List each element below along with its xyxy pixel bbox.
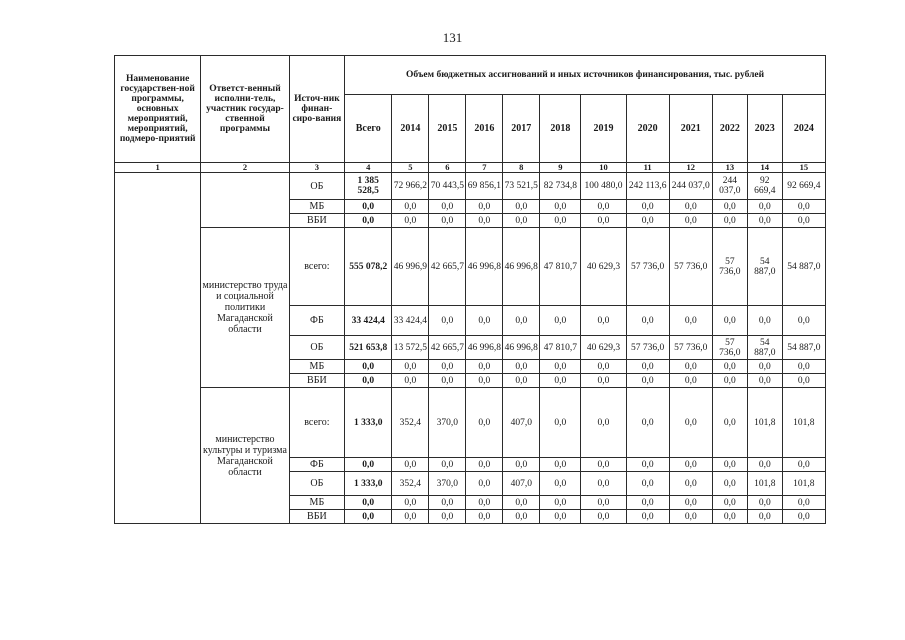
- value-cell: 57 736,0: [626, 228, 669, 306]
- column-number: 2: [201, 163, 289, 173]
- value-cell: 0,0: [581, 200, 626, 214]
- value-cell: 0,0: [540, 472, 581, 496]
- source-cell: ВБИ: [289, 374, 344, 388]
- value-cell: 0,0: [429, 360, 466, 374]
- total-cell: 33 424,4: [345, 306, 392, 336]
- value-cell: 0,0: [669, 200, 712, 214]
- source-cell: МБ: [289, 200, 344, 214]
- value-cell: 0,0: [540, 214, 581, 228]
- value-cell: 0,0: [712, 510, 747, 524]
- value-cell: 0,0: [540, 496, 581, 510]
- value-cell: 57 736,0: [669, 336, 712, 360]
- value-cell: 54 887,0: [782, 336, 825, 360]
- source-cell: МБ: [289, 496, 344, 510]
- value-cell: 0,0: [747, 458, 782, 472]
- value-cell: 0,0: [669, 388, 712, 458]
- value-cell: 0,0: [540, 200, 581, 214]
- value-cell: 57 736,0: [669, 228, 712, 306]
- source-cell: ВБИ: [289, 214, 344, 228]
- value-cell: 0,0: [503, 214, 540, 228]
- value-cell: 0,0: [466, 360, 503, 374]
- value-cell: 0,0: [747, 200, 782, 214]
- header-program: Наименование государствен-ной программы, основных мероприятий, мероприятий, подмеро-приятий: [115, 56, 201, 163]
- source-cell: ФБ: [289, 458, 344, 472]
- value-cell: 0,0: [429, 214, 466, 228]
- value-cell: 46 996,8: [503, 228, 540, 306]
- value-cell: 0,0: [466, 374, 503, 388]
- column-number: 9: [540, 163, 581, 173]
- value-cell: 0,0: [747, 510, 782, 524]
- header-year: 2017: [503, 95, 540, 163]
- value-cell: 0,0: [669, 360, 712, 374]
- total-cell: 1 333,0: [345, 388, 392, 458]
- value-cell: 0,0: [626, 306, 669, 336]
- source-cell: всего:: [289, 228, 344, 306]
- value-cell: 0,0: [669, 510, 712, 524]
- value-cell: 0,0: [540, 360, 581, 374]
- column-number: 1: [115, 163, 201, 173]
- value-cell: 370,0: [429, 472, 466, 496]
- value-cell: 0,0: [782, 306, 825, 336]
- header-year: 2019: [581, 95, 626, 163]
- value-cell: 0,0: [782, 214, 825, 228]
- total-cell: 0,0: [345, 200, 392, 214]
- value-cell: 0,0: [712, 306, 747, 336]
- source-cell: МБ: [289, 360, 344, 374]
- value-cell: 0,0: [782, 510, 825, 524]
- header-funding: Объем бюджетных ассигнований и иных источников финансирования, тыс. рублей: [345, 56, 826, 95]
- value-cell: 0,0: [782, 360, 825, 374]
- value-cell: 0,0: [669, 306, 712, 336]
- value-cell: 0,0: [712, 388, 747, 458]
- value-cell: 0,0: [782, 458, 825, 472]
- value-cell: 242 113,6: [626, 173, 669, 200]
- table-row: [115, 388, 826, 458]
- value-cell: 0,0: [540, 306, 581, 336]
- value-cell: 101,8: [782, 388, 825, 458]
- header-year: 2022: [712, 95, 747, 163]
- header-source: Источ-ник финан-сиро-вания: [289, 56, 344, 163]
- value-cell: 0,0: [669, 472, 712, 496]
- source-cell: ОБ: [289, 173, 344, 200]
- total-cell: 0,0: [345, 214, 392, 228]
- column-number: 3: [289, 163, 344, 173]
- budget-table: [114, 55, 826, 524]
- header-year: 2024: [782, 95, 825, 163]
- value-cell: 0,0: [669, 458, 712, 472]
- value-cell: 0,0: [392, 510, 429, 524]
- executor-cell: министерство труда и социальной политики Магаданской области: [201, 228, 289, 388]
- value-cell: 407,0: [503, 388, 540, 458]
- column-number: 7: [466, 163, 503, 173]
- header-year: 2020: [626, 95, 669, 163]
- value-cell: 0,0: [669, 496, 712, 510]
- value-cell: 54 887,0: [747, 228, 782, 306]
- total-cell: 0,0: [345, 458, 392, 472]
- value-cell: 0,0: [503, 510, 540, 524]
- source-cell: ФБ: [289, 306, 344, 336]
- value-cell: 0,0: [782, 200, 825, 214]
- column-number: 15: [782, 163, 825, 173]
- value-cell: 352,4: [392, 388, 429, 458]
- value-cell: 73 521,5: [503, 173, 540, 200]
- value-cell: 0,0: [712, 458, 747, 472]
- value-cell: 0,0: [712, 200, 747, 214]
- value-cell: 70 443,5: [429, 173, 466, 200]
- value-cell: 0,0: [747, 306, 782, 336]
- value-cell: 0,0: [503, 458, 540, 472]
- total-cell: 521 653,8: [345, 336, 392, 360]
- value-cell: 0,0: [503, 496, 540, 510]
- value-cell: 244 037,0: [669, 173, 712, 200]
- value-cell: 101,8: [747, 388, 782, 458]
- value-cell: 0,0: [466, 510, 503, 524]
- value-cell: 0,0: [747, 214, 782, 228]
- header-year: 2023: [747, 95, 782, 163]
- value-cell: 54 887,0: [782, 228, 825, 306]
- total-cell: 0,0: [345, 360, 392, 374]
- table-row: [115, 228, 826, 306]
- total-cell: 1 385 528,5: [345, 173, 392, 200]
- column-number: 14: [747, 163, 782, 173]
- value-cell: 370,0: [429, 388, 466, 458]
- value-cell: 40 629,3: [581, 228, 626, 306]
- column-number: 8: [503, 163, 540, 173]
- value-cell: 0,0: [392, 200, 429, 214]
- value-cell: 0,0: [747, 496, 782, 510]
- value-cell: 0,0: [626, 360, 669, 374]
- value-cell: 0,0: [503, 200, 540, 214]
- executor-cell: [201, 173, 289, 228]
- value-cell: 0,0: [626, 458, 669, 472]
- value-cell: 47 810,7: [540, 228, 581, 306]
- column-number: 10: [581, 163, 626, 173]
- executor-cell: министерство культуры и туризма Магаданской области: [201, 388, 289, 524]
- column-number: 13: [712, 163, 747, 173]
- value-cell: 0,0: [540, 458, 581, 472]
- value-cell: 0,0: [392, 214, 429, 228]
- value-cell: 0,0: [429, 496, 466, 510]
- value-cell: 0,0: [392, 360, 429, 374]
- column-number: 4: [345, 163, 392, 173]
- value-cell: 0,0: [712, 214, 747, 228]
- value-cell: 13 572,5: [392, 336, 429, 360]
- value-cell: 100 480,0: [581, 173, 626, 200]
- total-cell: 0,0: [345, 496, 392, 510]
- value-cell: 0,0: [429, 374, 466, 388]
- value-cell: 352,4: [392, 472, 429, 496]
- header-total: Всего: [345, 95, 392, 163]
- value-cell: 69 856,1: [466, 173, 503, 200]
- value-cell: 0,0: [392, 496, 429, 510]
- header-year: 2018: [540, 95, 581, 163]
- column-number: 6: [429, 163, 466, 173]
- value-cell: 0,0: [581, 306, 626, 336]
- value-cell: 0,0: [503, 374, 540, 388]
- value-cell: 0,0: [626, 374, 669, 388]
- value-cell: 0,0: [466, 306, 503, 336]
- value-cell: 0,0: [581, 374, 626, 388]
- value-cell: 0,0: [429, 458, 466, 472]
- value-cell: 0,0: [466, 388, 503, 458]
- table-row: [115, 173, 826, 200]
- value-cell: 54 887,0: [747, 336, 782, 360]
- value-cell: 46 996,9: [392, 228, 429, 306]
- value-cell: 0,0: [626, 510, 669, 524]
- value-cell: 82 734,8: [540, 173, 581, 200]
- value-cell: 0,0: [466, 458, 503, 472]
- source-cell: ОБ: [289, 336, 344, 360]
- value-cell: 407,0: [503, 472, 540, 496]
- value-cell: 244 037,0: [712, 173, 747, 200]
- value-cell: 0,0: [581, 496, 626, 510]
- value-cell: 57 736,0: [626, 336, 669, 360]
- value-cell: 0,0: [581, 458, 626, 472]
- value-cell: 46 996,8: [466, 336, 503, 360]
- value-cell: 0,0: [581, 360, 626, 374]
- value-cell: 33 424,4: [392, 306, 429, 336]
- value-cell: 0,0: [429, 510, 466, 524]
- source-cell: ОБ: [289, 472, 344, 496]
- value-cell: 0,0: [782, 374, 825, 388]
- value-cell: 47 810,7: [540, 336, 581, 360]
- value-cell: 0,0: [540, 374, 581, 388]
- source-cell: всего:: [289, 388, 344, 458]
- value-cell: 0,0: [712, 360, 747, 374]
- value-cell: 42 665,7: [429, 336, 466, 360]
- value-cell: 42 665,7: [429, 228, 466, 306]
- value-cell: 0,0: [626, 214, 669, 228]
- value-cell: 0,0: [626, 472, 669, 496]
- value-cell: 101,8: [782, 472, 825, 496]
- value-cell: 0,0: [669, 374, 712, 388]
- header-year: 2014: [392, 95, 429, 163]
- value-cell: 40 629,3: [581, 336, 626, 360]
- program-name-cell: [115, 173, 201, 524]
- value-cell: 0,0: [466, 214, 503, 228]
- page-number: 131: [442, 30, 463, 45]
- value-cell: 0,0: [669, 214, 712, 228]
- column-number: 5: [392, 163, 429, 173]
- total-cell: 0,0: [345, 374, 392, 388]
- value-cell: 0,0: [581, 510, 626, 524]
- source-cell: ВБИ: [289, 510, 344, 524]
- value-cell: 0,0: [503, 306, 540, 336]
- column-number: 12: [669, 163, 712, 173]
- value-cell: 46 996,8: [466, 228, 503, 306]
- value-cell: 0,0: [626, 200, 669, 214]
- value-cell: 92 669,4: [782, 173, 825, 200]
- value-cell: 0,0: [466, 496, 503, 510]
- total-cell: 555 078,2: [345, 228, 392, 306]
- value-cell: 0,0: [466, 200, 503, 214]
- value-cell: 0,0: [581, 214, 626, 228]
- value-cell: 57 736,0: [712, 228, 747, 306]
- value-cell: 0,0: [747, 360, 782, 374]
- column-number: 11: [626, 163, 669, 173]
- value-cell: 0,0: [540, 388, 581, 458]
- total-cell: 0,0: [345, 510, 392, 524]
- value-cell: 0,0: [503, 360, 540, 374]
- header-executor: Ответст-венный исполни-тель, участник государ-ственной программы: [201, 56, 289, 163]
- value-cell: 0,0: [392, 374, 429, 388]
- value-cell: 0,0: [466, 472, 503, 496]
- header-year: 2015: [429, 95, 466, 163]
- value-cell: 0,0: [712, 374, 747, 388]
- value-cell: 0,0: [712, 496, 747, 510]
- header-year: 2021: [669, 95, 712, 163]
- value-cell: 0,0: [392, 458, 429, 472]
- value-cell: 0,0: [626, 496, 669, 510]
- total-cell: 1 333,0: [345, 472, 392, 496]
- header-year: 2016: [466, 95, 503, 163]
- value-cell: 0,0: [540, 510, 581, 524]
- value-cell: 0,0: [429, 306, 466, 336]
- value-cell: 0,0: [581, 388, 626, 458]
- value-cell: 46 996,8: [503, 336, 540, 360]
- value-cell: 0,0: [429, 200, 466, 214]
- value-cell: 101,8: [747, 472, 782, 496]
- value-cell: 0,0: [712, 472, 747, 496]
- value-cell: 0,0: [747, 374, 782, 388]
- value-cell: 92 669,4: [747, 173, 782, 200]
- value-cell: 0,0: [581, 472, 626, 496]
- value-cell: 0,0: [626, 388, 669, 458]
- value-cell: 0,0: [782, 496, 825, 510]
- column-number-row: [115, 163, 826, 173]
- value-cell: 57 736,0: [712, 336, 747, 360]
- value-cell: 72 966,2: [392, 173, 429, 200]
